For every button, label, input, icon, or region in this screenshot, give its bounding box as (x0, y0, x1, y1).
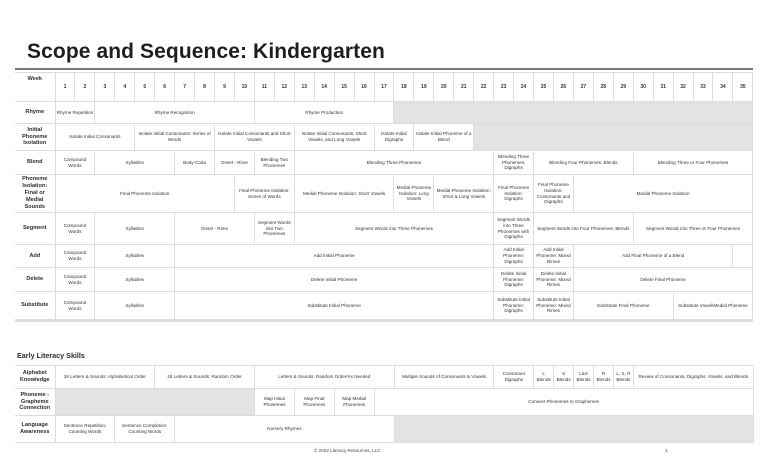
skill-cell: Add Initial Phoneme: Mixed Rimes (534, 245, 574, 268)
week-35: 35 (733, 73, 753, 102)
skill-cell: Blending Two Phonemes (254, 151, 294, 175)
skill-cell: Blending Three or Four Phonemes (633, 151, 753, 175)
skill-cell: Compound Words (55, 245, 95, 268)
week-24: 24 (514, 73, 534, 102)
row-label: Initial Phoneme Isolation (15, 124, 55, 151)
row-label: Segment (15, 213, 55, 245)
page-number: 1 (665, 448, 668, 453)
skill-cell: Final Phoneme Isolation (55, 175, 234, 213)
skill-cell: Final Phoneme Isolation: Digraphs (494, 175, 534, 213)
row-alphabet-knowledge (15, 366, 753, 389)
skill-cell: Multiple Sounds of Consonants & Vowels (394, 366, 494, 389)
row-blend (15, 151, 753, 175)
week-16: 16 (354, 73, 374, 102)
skill-cell: Rhyme Repetition (55, 102, 95, 124)
skill-cell: R Blends (594, 366, 614, 389)
week-25: 25 (534, 73, 554, 102)
skill-cell: Map Initial Phonemes (255, 389, 295, 416)
skill-cell: Blending Three Phonemes: Digraphs (494, 151, 534, 175)
row-add (15, 245, 753, 268)
skill-cell: Substitute Initial Phoneme (175, 292, 494, 321)
skill-cell: Syllables (95, 151, 175, 175)
skill-cell: Delete Initial Phoneme: Mixed Rimes (534, 268, 574, 292)
week-29: 29 (613, 73, 633, 102)
skill-cell: Map Final Phonemes (294, 389, 334, 416)
row-substitute (15, 292, 753, 321)
row-label: Add (15, 245, 55, 268)
week-21: 21 (454, 73, 474, 102)
row-initial-phoneme-isolation (15, 124, 753, 151)
skill-cell: Segment Words into Three or Four Phonemes (633, 213, 753, 245)
empty-cell (394, 416, 753, 443)
skill-cell: 26 Letters & Sounds: Alphabetical Order (55, 366, 155, 389)
row-label: Blend (15, 151, 55, 175)
title-divider (15, 68, 753, 70)
skill-cell: L&S Blends (574, 366, 594, 389)
skill-cell: Delete Final Phoneme (573, 268, 752, 292)
skill-cell: Isolate Initial Consonants: Series of Words (135, 124, 215, 151)
empty-cell (55, 389, 255, 416)
row-delete (15, 268, 753, 292)
skill-cell: Add Initial Phoneme (175, 245, 494, 268)
row-label: Phoneme - Grapheme Connection (15, 389, 55, 416)
week-28: 28 (593, 73, 613, 102)
skill-cell: Sentence Repetition: Counting Words (55, 416, 115, 443)
week-15: 15 (334, 73, 354, 102)
week-27: 27 (573, 73, 593, 102)
week-9: 9 (215, 73, 235, 102)
row-label: Substitute (15, 292, 55, 321)
skill-cell: Segment Words into Two Phonemes (254, 213, 294, 245)
week-11: 11 (254, 73, 274, 102)
week-22: 22 (474, 73, 494, 102)
skill-cell: Final Phoneme Isolation: Consonants and Digraphs (534, 175, 574, 213)
skill-cell: Onset - Rime (215, 151, 255, 175)
row-label: Phoneme Isolation: Final or Medial Sounds (15, 175, 55, 213)
skill-cell: Medial Phoneme Isolation: Short Vowels (294, 175, 394, 213)
skill-cell: Final Phoneme Isolation: Series of Words (234, 175, 294, 213)
skill-cell: 26 Letters & Sounds: Random Order (155, 366, 255, 389)
skill-cell: Substitute Final Phoneme (573, 292, 673, 321)
skill-cell: Add Initial Phoneme: Digraphs (494, 245, 534, 268)
skill-cell: Nursery Rhymes (175, 416, 394, 443)
row-label: Alphabet Knowledge (15, 366, 55, 389)
skill-cell: Isolate Initial Consonants and Short Vowels (215, 124, 295, 151)
skill-cell: Map Medial Phonemes (334, 389, 374, 416)
week-13: 13 (294, 73, 314, 102)
skill-cell: Segment Words into Four Phonemes: Blends (534, 213, 634, 245)
week-6: 6 (155, 73, 175, 102)
week-header-row (15, 73, 753, 102)
skill-cell: Isolate Initial Consonants (55, 124, 135, 151)
scope-sequence-table (15, 72, 753, 322)
empty-cell (394, 102, 753, 124)
skill-cell: Syllables (95, 245, 175, 268)
skill-cell: L Blends (534, 366, 554, 389)
week-26: 26 (553, 73, 573, 102)
skill-cell: Isolate Initial Phoneme of a Blend (414, 124, 474, 151)
row-label: Rhyme (15, 102, 55, 124)
early-literacy-heading: Early Literacy Skills (17, 351, 85, 360)
skill-cell: Substitute Vowel/Medial Phoneme (673, 292, 753, 321)
skill-cell: Compound Words (55, 213, 95, 245)
week-30: 30 (633, 73, 653, 102)
skill-cell: Segment Words into Three Phonemes (294, 213, 493, 245)
skill-cell: Rhyme Recognition (95, 102, 255, 124)
week-34: 34 (713, 73, 733, 102)
skill-cell: Medial Phoneme Isolation (573, 175, 752, 213)
skill-cell: S Blends (554, 366, 574, 389)
skill-cell: Compound Words (55, 292, 95, 321)
week-23: 23 (494, 73, 514, 102)
row-language-awareness (15, 416, 753, 443)
skill-cell: Isolate Initial Digraphs (374, 124, 414, 151)
skill-cell: Substitute Initial Phoneme: Mixed Rimes (534, 292, 574, 321)
copyright: © 2022 Literacy Resources, LLC (314, 448, 381, 453)
skill-cell: Syllables (95, 213, 175, 245)
week-7: 7 (175, 73, 195, 102)
skill-cell: Compound Words (55, 151, 95, 175)
skill-cell: Substitute Initial Phoneme: Digraphs (494, 292, 534, 321)
skill-cell: Consonant Digraphs (494, 366, 534, 389)
week-10: 10 (234, 73, 254, 102)
skill-cell: Body-Coda (175, 151, 215, 175)
skill-cell: L, S, R Blends (613, 366, 633, 389)
skill-cell: Blending Three Phonemes (294, 151, 493, 175)
skill-cell: Review of Consonants, Digraphs, Vowels, and Blends (633, 366, 753, 389)
row-phoneme-isolation-final-or-medial-sounds (15, 175, 753, 213)
week-4: 4 (115, 73, 135, 102)
week-31: 31 (653, 73, 673, 102)
week-2: 2 (75, 73, 95, 102)
skill-cell: Letters & Sounds: Random Order/As Needed (255, 366, 395, 389)
week-17: 17 (374, 73, 394, 102)
skill-cell: Connect Phonemes to Graphemes (374, 389, 753, 416)
week-14: 14 (314, 73, 334, 102)
skill-cell: Sentence Completion: Counting Words (115, 416, 175, 443)
row-phoneme-grapheme-connection (15, 389, 753, 416)
skill-cell: Isolate Initial Consonants, Short Vowels, and Long Vowels (294, 124, 374, 151)
skill-cell: Delete Initial Phoneme: Digraphs (494, 268, 534, 292)
week-5: 5 (135, 73, 155, 102)
week-33: 33 (693, 73, 713, 102)
skill-cell: Add Final Phoneme of a Blend (573, 245, 733, 268)
row-label: Delete (15, 268, 55, 292)
row-label: Language Awareness (15, 416, 55, 443)
skill-cell: Medial Phoneme Isolation: Short & Long Vowels (434, 175, 494, 213)
skill-cell: Segment Words into Three Phonemes with Digraphs (494, 213, 534, 245)
week-8: 8 (195, 73, 215, 102)
skill-cell: Compound Words (55, 268, 95, 292)
skill-cell: Onset - Rime (175, 213, 255, 245)
week-12: 12 (274, 73, 294, 102)
skill-cell: Syllables (95, 268, 175, 292)
skill-cell: Medial Phoneme Isolation: Long Vowels (394, 175, 434, 213)
empty-cell (474, 124, 753, 151)
week-label: Week (15, 73, 55, 102)
skill-cell: Delete Initial Phoneme (175, 268, 494, 292)
week-3: 3 (95, 73, 115, 102)
week-19: 19 (414, 73, 434, 102)
early-literacy-table (15, 365, 754, 443)
row-segment (15, 213, 753, 245)
empty-cell (733, 245, 753, 268)
skill-cell: Blending Four Phonemes: Blends (534, 151, 634, 175)
week-1: 1 (55, 73, 75, 102)
week-32: 32 (673, 73, 693, 102)
skill-cell: Syllables (95, 292, 175, 321)
page-title: Scope and Sequence: Kindergarten (27, 40, 385, 63)
week-20: 20 (434, 73, 454, 102)
week-18: 18 (394, 73, 414, 102)
row-rhyme (15, 102, 753, 124)
skill-cell: Rhyme Production (254, 102, 394, 124)
